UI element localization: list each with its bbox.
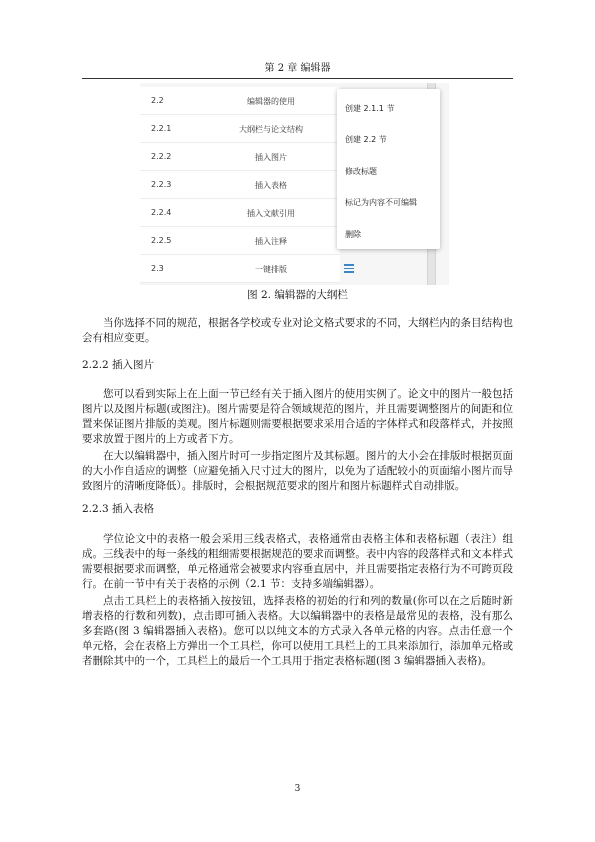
outline-item-label: 一键排版	[255, 265, 287, 274]
outline-list	[140, 87, 340, 283]
outline-item[interactable]	[140, 199, 340, 227]
outline-item-label: 插入表格	[255, 181, 287, 190]
outline-item-number: 2.2.5	[151, 236, 172, 245]
menu-item-mark-readonly[interactable]: 标记为内容不可编辑	[345, 198, 417, 207]
outline-item[interactable]	[140, 87, 340, 115]
outline-item[interactable]	[140, 171, 340, 199]
section-heading-2-2-2: 2.2.2 插入图片	[82, 359, 155, 371]
outline-item-number: 2.2.1	[151, 124, 172, 133]
outline-panel-figure	[140, 83, 449, 285]
context-menu	[337, 89, 440, 249]
outline-item-label: 插入图片	[255, 153, 287, 162]
outline-item[interactable]	[140, 255, 340, 283]
outline-item[interactable]	[140, 143, 340, 171]
outline-item-number: 2.2.2	[151, 152, 172, 161]
outline-item-number: 2.3	[151, 264, 164, 273]
figure-caption: 图 2. 编辑器的大纲栏	[247, 289, 348, 301]
page-number: 3	[294, 784, 301, 794]
outline-item-label: 编辑器的使用	[247, 97, 295, 106]
running-header: 第 2 章 编辑器	[82, 62, 513, 79]
paragraph: 学位论文中的表格一般会采用三线表格式，表格通常由表格主体和表格标题（表注）组成。三线表中的每一条线的粗细需要根据规范的要求而调整。表中内容的段落样式和文本样式需要根据要求而调整，单元格通常会被要求内容垂直居中，并且需要指定表格行为不可跨页段行。在前一节中有关于表格的示例（2.1 节：支持多端编辑器）。	[82, 533, 513, 590]
outline-item[interactable]	[140, 115, 340, 143]
menu-item-create-2-1-1[interactable]: 创建 2.1.1 节	[345, 104, 395, 113]
section-heading-2-2-3: 2.2.3 插入表格	[82, 503, 155, 515]
list-menu-icon[interactable]	[344, 264, 356, 274]
outline-item-number: 2.2.4	[151, 208, 172, 217]
paragraph: 当你选择不同的规范，根据各学校或专业对论文格式要求的不同，大纲栏内的条目结构也会有相应变更。	[82, 317, 513, 344]
outline-item-number: 2.2.3	[151, 180, 172, 189]
menu-item-create-2-2[interactable]: 创建 2.2 节	[345, 135, 387, 144]
outline-item-label: 大纲栏与论文结构	[239, 125, 303, 134]
menu-item-edit-title[interactable]: 修改标题	[345, 167, 377, 176]
outline-item-label: 插入注释	[255, 237, 287, 246]
paragraph: 您可以看到实际上在上面一节已经有关于插入图片的使用实例了。论文中的图片一般包括图片以及图片标题(或图注)。图片需要是符合领域规范的图片，并且需要调整图片的间距和位置来保证图片排版的美观。图片标题则需要根据要求采用合适的字体样式和段落样式，并按照要求放置于图片的上方或者下方。	[82, 388, 513, 445]
menu-item-delete[interactable]: 删除	[345, 230, 361, 239]
paragraph: 点击工具栏上的表格插入按按钮，选择表格的初始的行和列的数量(你可以在之后随时新增表格的行数和列数)，点击即可插入表格。大以编辑器中的表格是最常见的表格，没有那么多套路(图 3 编辑器插入表格)。您可以以纯文本的方式录入各单元格的内容。点击任意一个单元格，会在表格上方弹出一个工具栏，你可以使用工具栏上的工具来添加行，添加单元格或者删除其中的一个，工具栏上的最后一个工具用于指定表格标题(图 3 编辑器插入表格)。	[82, 595, 513, 667]
outline-item-label: 插入文献引用	[247, 209, 295, 218]
outline-item[interactable]	[140, 227, 340, 255]
paragraph: 在大以编辑器中，插入图片时可一步指定图片及其标题。图片的大小会在排版时根据页面的大小作自适应的调整（应避免插入尺寸过大的图片，以免为了适配较小的页面缩小图片而导致图片的清晰度降低）。排版时，会根据规范要求的图片和图片标题样式自动排版。	[82, 450, 513, 492]
outline-item-number: 2.2	[151, 96, 164, 105]
